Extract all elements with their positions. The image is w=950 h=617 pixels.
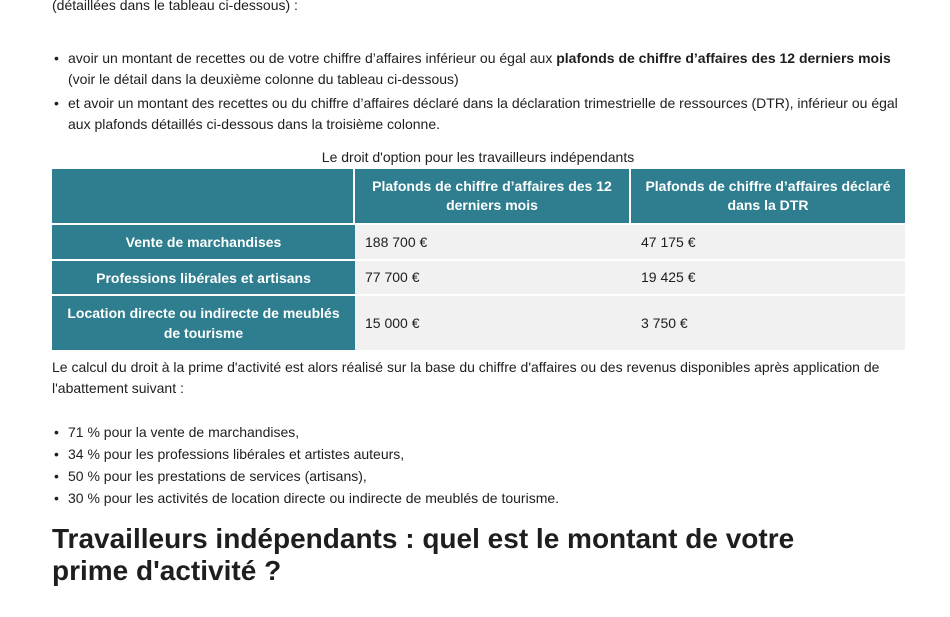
table-header-cell: Plafonds de chiffre d’affaires déclaré dans la DTR: [631, 169, 905, 223]
table-header-row: [52, 169, 905, 223]
condition-text: avoir un montant de recettes ou de votre chiffre d’affaires inférieur ou égal aux: [68, 50, 557, 66]
table-cell: 19 425 €: [631, 259, 905, 294]
table-cell: 47 175 €: [631, 223, 905, 259]
table-row: [52, 259, 905, 294]
table-header-cell: [52, 169, 355, 223]
intro-paragraph-tail: (détaillées dans le tableau ci-dessous) :: [52, 0, 298, 13]
table-cell: 3 750 €: [631, 294, 905, 350]
list-item: • 50 % pour les prestations de services (artisans),: [52, 466, 912, 487]
row-label-cell: Vente de marchandises: [52, 223, 355, 259]
table-cell: 15 000 €: [355, 294, 631, 350]
section-heading: Travailleurs indépendants : quel est le montant de votre prime d'activité ?: [52, 523, 795, 586]
row-label-cell: Professions libérales et artisans: [52, 259, 355, 294]
table-cell: 188 700 €: [355, 223, 631, 259]
table-row: [52, 294, 905, 350]
conditions-list: [52, 48, 912, 138]
list-item: • 71 % pour la vente de marchandises,: [52, 422, 912, 443]
row-label-cell: Location directe ou indirecte de meublés de tourisme: [52, 294, 355, 350]
condition-item: [52, 48, 912, 90]
table-row: [52, 223, 905, 259]
after-table-paragraph: Le calcul du droit à la prime d'activité est alors réalisé sur la base du chiffre d'affaires ou des revenus disponibles après application de l'abattement suivant :: [52, 359, 880, 396]
condition-bold-text: plafonds de chiffre d’affaires des 12 derniers mois: [556, 50, 891, 66]
abattement-list: [52, 422, 912, 510]
condition-text: (voir le détail dans la deuxième colonne du tableau ci-dessous): [68, 71, 459, 87]
list-item: • 30 % pour les activités de location directe ou indirecte de meublés de tourisme.: [52, 488, 912, 509]
list-item: • 34 % pour les professions libérales et artistes auteurs,: [52, 444, 912, 465]
table-caption: Le droit d'option pour les travailleurs indépendants: [321, 149, 635, 165]
option-table: [52, 169, 905, 350]
table-header-cell: Plafonds de chiffre d’affaires des 12 derniers mois: [355, 169, 631, 223]
condition-item: • et avoir un montant des recettes ou du chiffre d’affaires déclaré dans la déclaration trimestrielle de ressources (DTR), inférieur ou égal aux plafonds détaillés ci-dessous dans la troisième colonne.: [52, 93, 912, 135]
table-cell: 77 700 €: [355, 259, 631, 294]
